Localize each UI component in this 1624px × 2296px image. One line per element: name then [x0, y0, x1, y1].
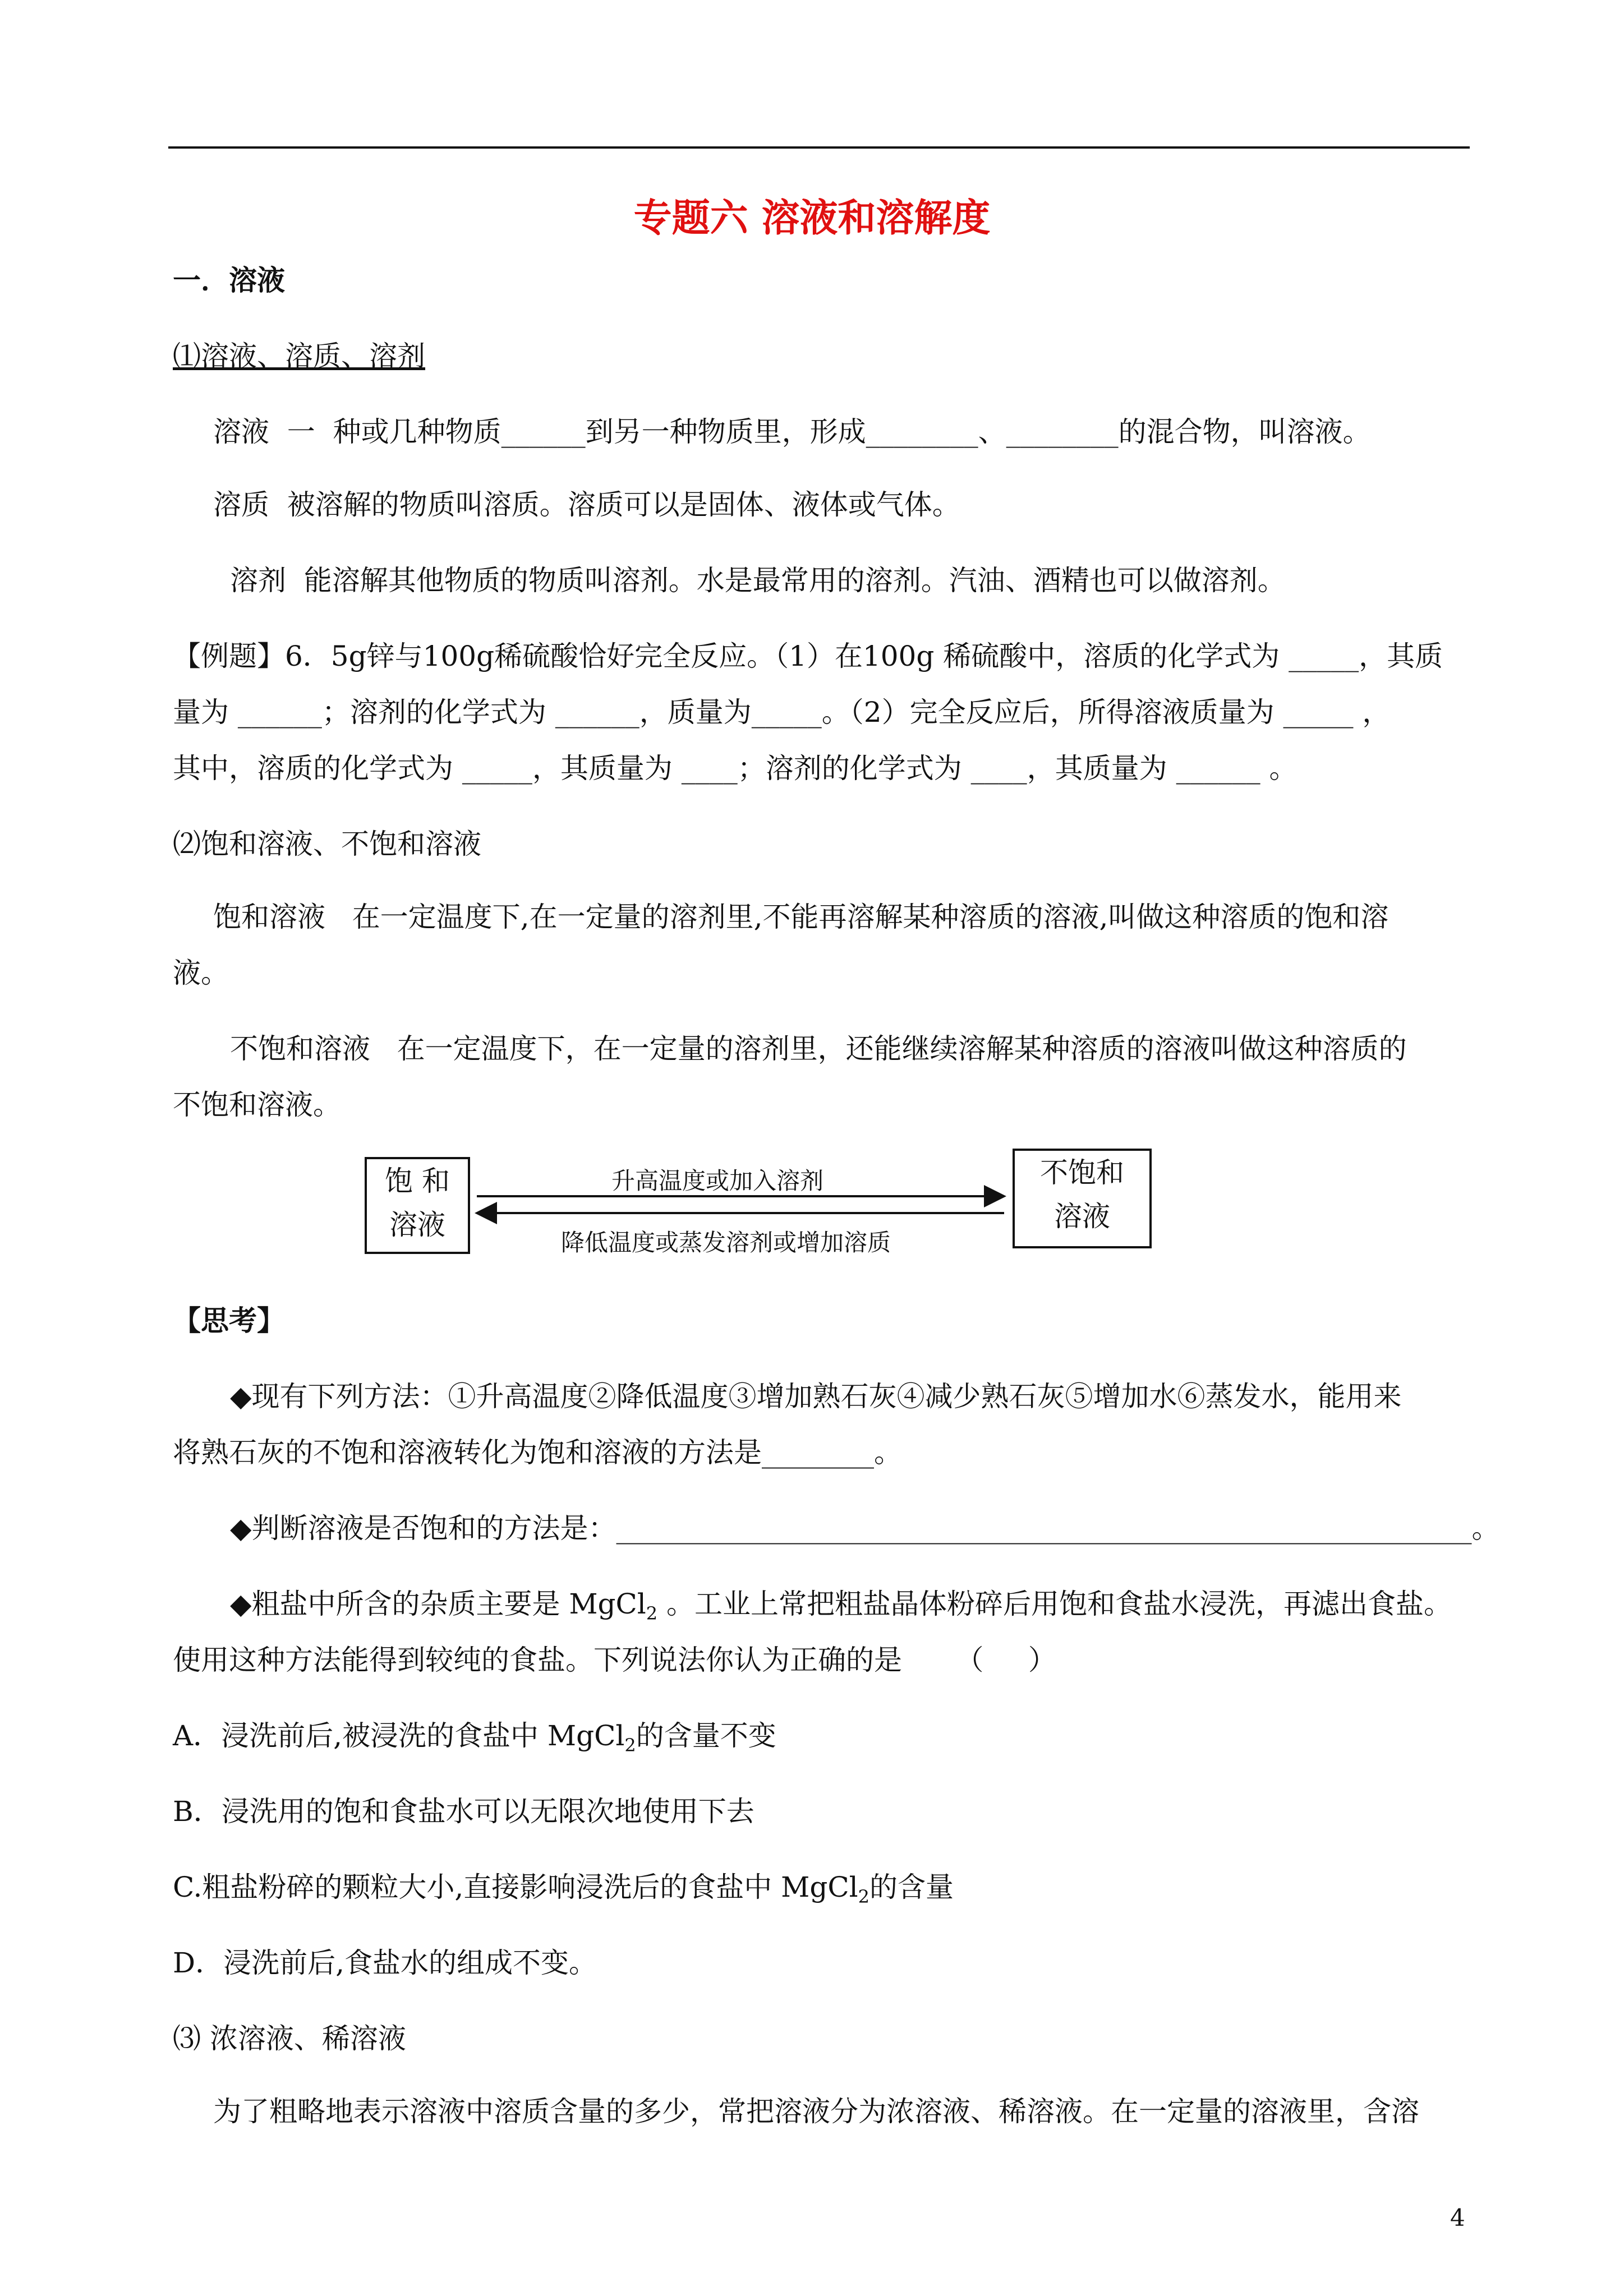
think-item-3-text-post: 。工业上常把粗盐晶体粉碎后用饱和食盐水浸洗，再滤出食盐。 — [657, 1588, 1452, 1620]
unsaturated-definition-line-1: 不饱和溶液 在一定温度下，在一定量的溶剂里，还能继续溶解某种溶质的溶液叫做这种溶质的 — [230, 1032, 1407, 1065]
option-b: B．浸洗用的饱和食盐水可以无限次地使用下去 — [173, 1795, 755, 1828]
subsection-3-heading: ⑶ 浓溶液、稀溶液 — [173, 2022, 406, 2055]
think-heading: 【思考】 — [173, 1304, 285, 1337]
think-item-3-subscript: 2 — [646, 1603, 658, 1624]
option-d: D．浸洗前后,食盐水的组成不变。 — [173, 1947, 597, 1979]
think-item-1-line-1: ◆现有下列方法：①升高温度②降低温度③增加熟石灰④减少熟石灰⑤增加水⑥蒸发水，能用来 — [230, 1380, 1402, 1413]
option-c-post: 的含量 — [869, 1871, 954, 1903]
top-arrow-label: 升高温度或加入溶剂 — [611, 1167, 824, 1195]
subsection-2-heading: ⑵饱和溶液、不饱和溶液 — [173, 828, 481, 860]
example-line-1: 【例题】6．5g锌与100g稀硫酸恰好完全反应。（1）在100g 稀硫酸中，溶质的化学式为 _____，其质 — [173, 640, 1443, 672]
definition-solvent: 溶剂 能溶解其他物质的物质叫溶剂。水是最常用的溶剂。汽油、酒精也可以做溶剂。 — [230, 564, 1286, 597]
think-item-3-text-pre: ◆粗盐中所含的杂质主要是 MgCl — [230, 1588, 646, 1620]
page-title: 专题六 溶液和溶解度 — [633, 196, 991, 241]
unsaturated-definition-line-2: 不饱和溶液。 — [173, 1089, 341, 1121]
option-a-post: 的含量不变 — [636, 1719, 776, 1752]
definition-solution: 溶液 一 种或几种物质______到另一种物质里，形成________、________的混合物，叫溶液。 — [213, 416, 1371, 448]
option-a — [173, 1719, 776, 1762]
bottom-arrow-label: 降低温度或蒸发溶剂或增加溶质 — [561, 1229, 891, 1256]
think-item-3-line-2: 使用这种方法能得到较纯的食盐。下列说法你认为正确的是 （ ） — [173, 1644, 1056, 1676]
page-number: 4 — [1450, 2204, 1465, 2232]
saturated-box-line-1: 饱 和 — [385, 1165, 450, 1197]
think-item-3-line-1 — [230, 1587, 1452, 1630]
saturated-definition-line-2: 液。 — [173, 957, 229, 989]
example-line-3: 其中，溶质的化学式为 _____，其质量为 ____；溶剂的化学式为 ____，其质量为 ______ 。 — [173, 752, 1298, 785]
option-c-pre: C.粗盐粉碎的颗粒大小,直接影响浸洗后的食盐中 MgCl — [173, 1871, 858, 1903]
concentrated-dilute-line-1: 为了粗略地表示溶液中溶质含量的多少，常把溶液分为浓溶液、稀溶液。在一定量的溶液里，含溶 — [213, 2095, 1419, 2128]
subsection-1-heading: ⑴溶液、溶质、溶剂 — [173, 340, 425, 372]
saturated-box-line-2: 溶液 — [389, 1209, 445, 1241]
option-a-pre: A．浸洗前后,被浸洗的食盐中 MgCl — [173, 1719, 625, 1752]
section-heading-solution: 一．溶液 — [173, 264, 285, 297]
saturated-definition-line-1: 饱和溶液 在一定温度下,在一定量的溶剂里,不能再溶解某种溶质的溶液,叫做这种溶质的饱和溶 — [213, 901, 1389, 933]
think-item-1-line-2: 将熟石灰的不饱和溶液转化为饱和溶液的方法是________。 — [173, 1436, 902, 1469]
option-a-subscript: 2 — [624, 1735, 636, 1756]
unsaturated-box-line-2: 溶液 — [1054, 1200, 1110, 1233]
option-c — [173, 1870, 954, 1914]
example-line-2: 量为 ______；溶剂的化学式为 ______，质量为_____。（2）完全反应后，所得溶液质量为 _____ ， — [173, 696, 1391, 729]
option-c-subscript: 2 — [858, 1886, 869, 1907]
definition-solute: 溶质 被溶解的物质叫溶质。溶质可以是固体、液体或气体。 — [213, 488, 960, 521]
think-item-2: ◆判断溶液是否饱和的方法是：_____________________________________________________________。 — [230, 1512, 1500, 1545]
unsaturated-box-line-1: 不饱和 — [1040, 1156, 1124, 1189]
